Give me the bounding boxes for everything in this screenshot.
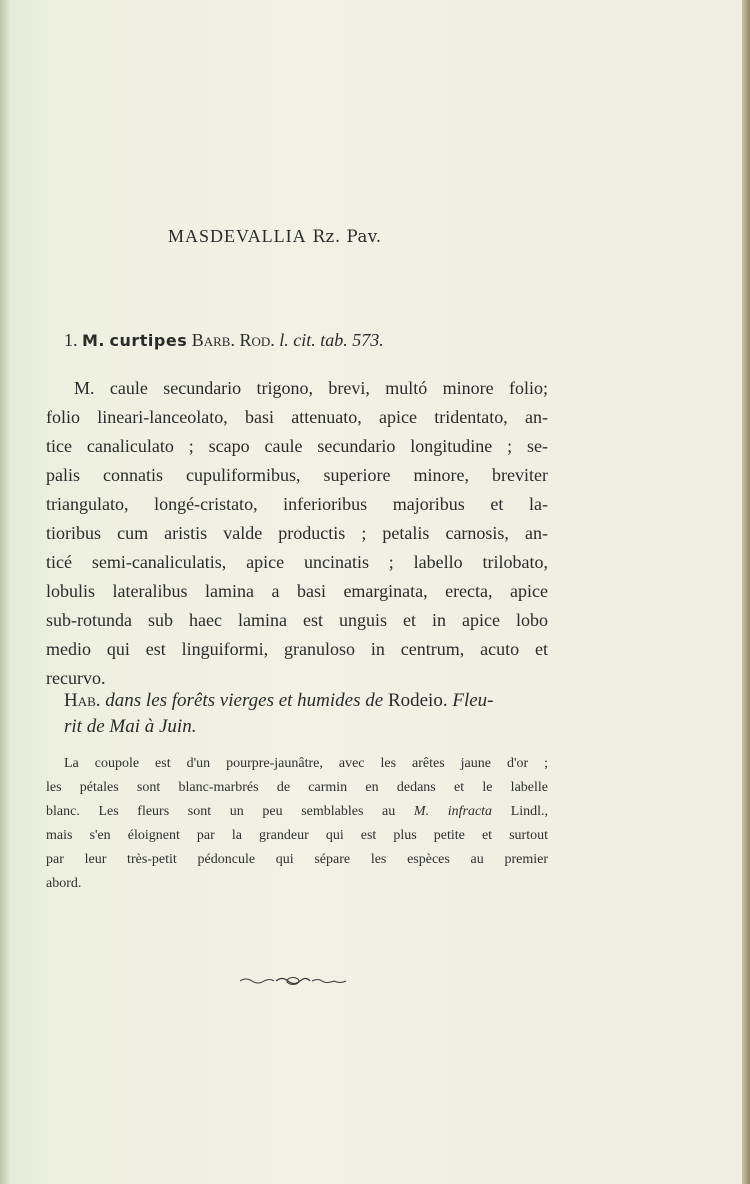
habitat-place: Rodeio. <box>387 690 448 711</box>
genus-name: MASDEVALLIA <box>168 226 307 246</box>
habitat-label: Hab. <box>64 690 101 711</box>
species-authority: Barb. Rod. <box>191 330 275 350</box>
french-note <box>46 752 548 896</box>
page-edge <box>742 0 750 1184</box>
habitat-line-1 <box>46 688 548 714</box>
habitat-text: dans les forêts vierges et humides de <box>105 690 384 711</box>
description-line: triangulato, longé-cristato, inferioribus majoribus et la- <box>46 494 548 514</box>
note-line: abord. <box>46 876 82 891</box>
description-line: palis connatis cupuliformibus, superiore minore, breviter <box>46 465 548 485</box>
description-line: medio qui est linguiformi, granuloso in centrum, acuto et <box>46 639 548 659</box>
page-gutter-shadow <box>0 0 10 1184</box>
species-heading <box>64 330 684 351</box>
genus-heading <box>168 226 588 247</box>
genus-authors: Rz. Pav. <box>312 227 382 246</box>
note-line-3 <box>46 800 548 824</box>
species-abbrev: M. <box>82 331 105 350</box>
note-line: mais s'en éloignent par la grandeur qui est plus petite et surtout <box>46 828 548 843</box>
description-line: M. caule secundario trigono, brevi, multó minore folio; <box>74 378 548 398</box>
note-line: par leur très-petit pédoncule qui sépare les espèces au premier <box>46 852 548 867</box>
ornament-divider-icon <box>238 974 348 988</box>
latin-description <box>46 374 548 693</box>
habitat-paragraph <box>46 688 548 740</box>
note-text: Lindl., <box>510 804 549 819</box>
description-line: lobulis lateralibus lamina a basi emarginata, erecta, apice <box>46 581 548 601</box>
description-line: tioribus cum aristis valde productis ; petalis carnosis, an- <box>46 523 548 543</box>
species-epithet: curtipes <box>109 331 188 350</box>
description-line: ticé semi-canaliculatis, apice uncinatis ; labello trilobato, <box>46 552 548 572</box>
description-line: tice canaliculato ; scapo caule secundario longitudine ; se- <box>46 436 548 456</box>
description-line: recurvo. <box>46 668 106 688</box>
description-line: folio lineari-lanceolato, basi attenuato, apice tridentato, an- <box>46 407 548 427</box>
habitat-line-2: rit de Mai à Juin. <box>64 716 197 737</box>
note-species-ref: M. infracta <box>413 804 493 819</box>
species-number: 1. <box>64 330 78 350</box>
note-line: les pétales sont blanc-marbrés de carmin en dedans et le labelle <box>46 780 548 795</box>
species-citation: l. cit. tab. 573. <box>279 330 384 350</box>
description-line: sub-rotunda sub haec lamina est unguis et in apice lobo <box>46 610 548 630</box>
habitat-flowering-start: Fleu- <box>452 690 494 711</box>
note-text: blanc. Les fleurs sont un peu semblables au <box>46 804 396 819</box>
note-line: La coupole est d'un pourpre-jaunâtre, avec les arêtes jaune d'or ; <box>64 756 548 771</box>
